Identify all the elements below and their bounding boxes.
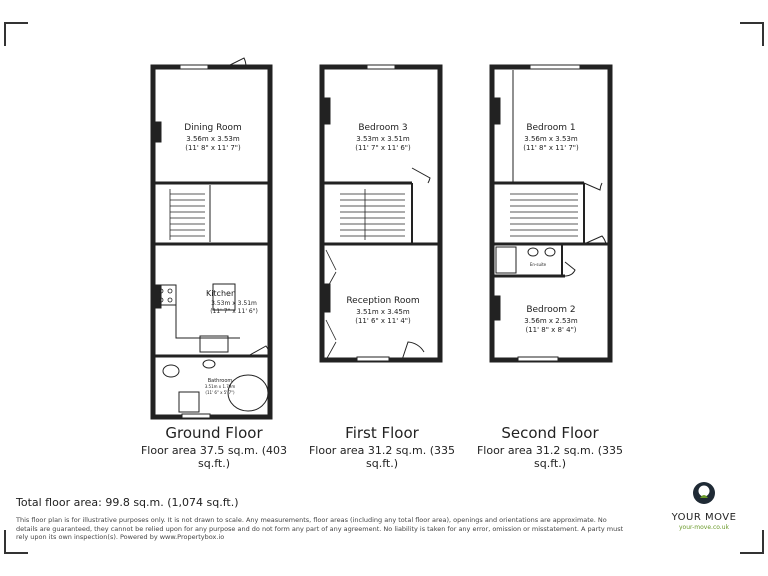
ground-floor-title: Ground Floor xyxy=(165,424,263,442)
room-size-imperial: (11' 6" x 5' 7") xyxy=(205,390,235,395)
room-size-metric: 3.51m x 1.79m xyxy=(204,384,236,389)
room-size-imperial: (11' 8" x 8' 4") xyxy=(525,326,577,334)
second-floor-area: Floor area 31.2 sq.m. (335 sq.ft.) xyxy=(476,444,624,470)
room-size-imperial: (11' 6" x 11' 4") xyxy=(355,317,411,325)
room-size-imperial: (11' 7" x 11' 6") xyxy=(355,144,411,152)
logo-url: your-move.co.uk xyxy=(679,524,729,531)
room-name: Reception Room xyxy=(346,296,420,306)
room-name: Bedroom 1 xyxy=(526,123,576,133)
room-size-imperial: (11' 8" x 11' 7") xyxy=(523,144,579,152)
your-move-logo xyxy=(656,480,752,531)
room-size-metric: 3.53m x 3.51m xyxy=(211,300,257,307)
room-name: Dining Room xyxy=(184,123,242,133)
room-size-imperial: (11' 8" x 11' 7") xyxy=(185,144,241,152)
logo-mark-icon xyxy=(691,480,717,506)
total-floor-area: Total floor area: 99.8 sq.m. (1,074 sq.ft.) xyxy=(16,496,239,509)
ground-floor-area: Floor area 37.5 sq.m. (403 sq.ft.) xyxy=(140,444,288,470)
room-size-metric: 3.51m x 3.45m xyxy=(356,308,410,316)
first-floor-title: First Floor xyxy=(345,424,419,442)
ground-floor-plan xyxy=(153,58,270,418)
first-floor-area: Floor area 31.2 sq.m. (335 sq.ft.) xyxy=(308,444,456,470)
room-size-metric: 3.56m x 3.53m xyxy=(186,135,240,143)
room-name: En-suite xyxy=(529,262,547,267)
room-name: Kitchen xyxy=(205,289,237,298)
logo-name: YOUR MOVE xyxy=(671,512,737,523)
room-size-metric: 3.56m x 3.53m xyxy=(524,135,578,143)
second-floor-title: Second Floor xyxy=(501,424,599,442)
room-name: Bathroom xyxy=(207,378,233,384)
room-size-metric: 3.53m x 3.51m xyxy=(356,135,410,143)
room-name: Bedroom 2 xyxy=(526,305,576,315)
room-size-metric: 3.56m x 2.53m xyxy=(524,317,578,325)
room-size-imperial: (11' 7" x 11' 6") xyxy=(210,308,258,315)
room-name: Bedroom 3 xyxy=(358,123,408,133)
disclaimer-text: This floor plan is for illustrative purposes only. It is not drawn to scale. Any measurements, floor areas (including any total floor area), openings and orientations are approximate. No details are guaranteed, they cannot be relied upon for any purpose and do not form any part of any agreement. No liability is taken for any error, omission or misstatement. A party must rely upon its own inspection(s). Powered by www.Propertybox.io xyxy=(16,516,624,541)
